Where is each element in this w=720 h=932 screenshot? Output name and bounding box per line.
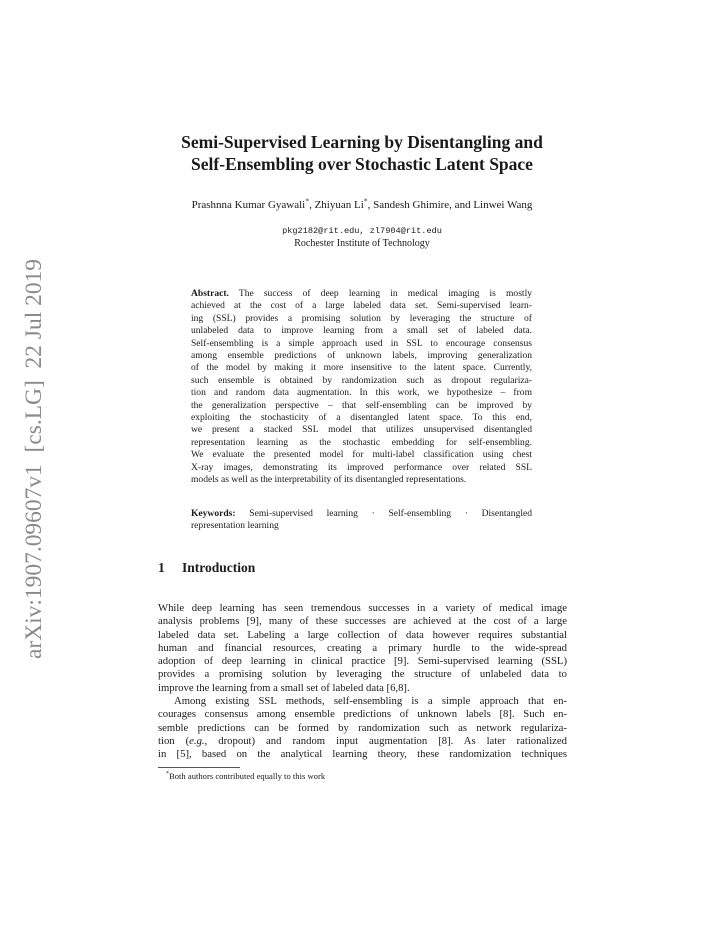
body-line: human and financial resources, creating a primary hurdle to the wide-spread: [158, 641, 567, 654]
abstract-line: representation learning as the stochastic embedding for self-ensembling.: [191, 436, 532, 448]
arxiv-identifier: [18, 258, 48, 660]
section-number: 1: [158, 560, 165, 575]
body-line: courages consensus among ensemble predictions of unknown labels [8]. Such en-: [158, 708, 567, 721]
abstract-line: achieved at the cost of a large labeled data set. Semi-supervised learn-: [191, 300, 532, 312]
abstract-line: the generalization perspective – that self-ensembling can be improved by: [191, 399, 532, 411]
abstract: [191, 288, 532, 487]
arxiv-identifier-text: arXiv:1907.09607v1 [cs.LG] 22 Jul 2019: [21, 258, 47, 659]
abstract-line: We evaluate the presented model for multi-label classification using chest: [191, 449, 532, 461]
body-line: improve the learning from a small set of labeled data [6,8].: [158, 681, 410, 694]
abstract-line: exploiting the stochasticity of a disentangled latent space. To this end,: [191, 412, 532, 424]
keywords-line: Keywords: Semi-supervised learning · Self-ensembling · Disentangled: [191, 508, 533, 519]
body-line: While deep learning has seen tremendous successes in a variety of medical image: [158, 602, 567, 614]
body-line: provides a promising solution by leveraging the structure of unlabeled data to: [158, 668, 567, 681]
keywords-line: representation learning: [191, 520, 279, 532]
section-heading: [158, 560, 255, 576]
author-list: Prashnna Kumar Gyawali*, Zhiyuan Li*, Sandesh Ghimire, and Linwei Wang: [191, 196, 533, 211]
body-line: Among existing SSL methods, self-ensembling is a simple approach that en-: [174, 695, 567, 708]
body-line: semble predictions can be formed by randomization such as network regulariza-: [158, 721, 567, 734]
author-emails: pkg2182@rit.edu, zl7904@rit.edu: [282, 226, 442, 236]
keywords-label: Keywords:: [191, 508, 236, 519]
abstract-line: Self-ensembling is a simple approach used in SSL to encourage consensus: [191, 337, 532, 349]
abstract-line: models as well as the interpretability of its disentangled representations.: [191, 474, 467, 486]
abstract-line: we present a stacked SSL model that utilizes unsupervised disentangled: [191, 424, 532, 436]
abstract-label: Abstract.: [191, 288, 229, 299]
abstract-line: X-ray images, demonstrating its improved performance over related SSL: [191, 461, 532, 473]
footnote-divider: [158, 767, 240, 768]
abstract-line: such ensemble is obtained by randomization such as dropout regulariza-: [191, 374, 532, 386]
footnote: *Both authors contributed equally to this work: [166, 771, 326, 781]
title-line-2: Self-Ensembling over Stochastic Latent Space: [191, 154, 533, 174]
emphasis: e.g.: [189, 734, 205, 747]
body-line: analysis problems [9], many of these successes are achieved at the cost of a large: [158, 615, 567, 628]
abstract-line: Abstract. The success of deep learning in medical imaging is mostly: [191, 288, 532, 299]
body-line: in [5], based on the analytical learning theory, these randomization techniques: [158, 748, 567, 761]
abstract-line: ing (SSL) provides a promising solution by leveraging the structure of: [191, 312, 532, 324]
title-line-1: Semi-Supervised Learning by Disentangling and: [181, 132, 543, 152]
abstract-line: of the model by making it more insensitive to the latent space. Currently,: [191, 362, 532, 374]
body-line: tion (e.g., dropout) and random input augmentation [8]. As later rationalized: [158, 734, 567, 747]
section-title: Introduction: [182, 560, 256, 575]
paper-title: [150, 131, 574, 175]
abstract-line: unlabeled data to improve learning from a small set of labeled data.: [191, 325, 532, 337]
affiliation: Rochester Institute of Technology: [294, 238, 430, 249]
body-line: labeled data set. Labeling a large collection of data however requires substantial: [158, 628, 567, 641]
abstract-line: among ensemble predictions of unknown labels, improving generalization: [191, 350, 532, 362]
body-text: [158, 602, 567, 762]
keywords: [191, 508, 532, 533]
body-line: adoption of deep learning in clinical practice [9]. Semi-supervised learning (SSL): [158, 655, 567, 668]
abstract-line: tion and random data augmentation. In this work, we hypothesize – from: [191, 387, 532, 399]
